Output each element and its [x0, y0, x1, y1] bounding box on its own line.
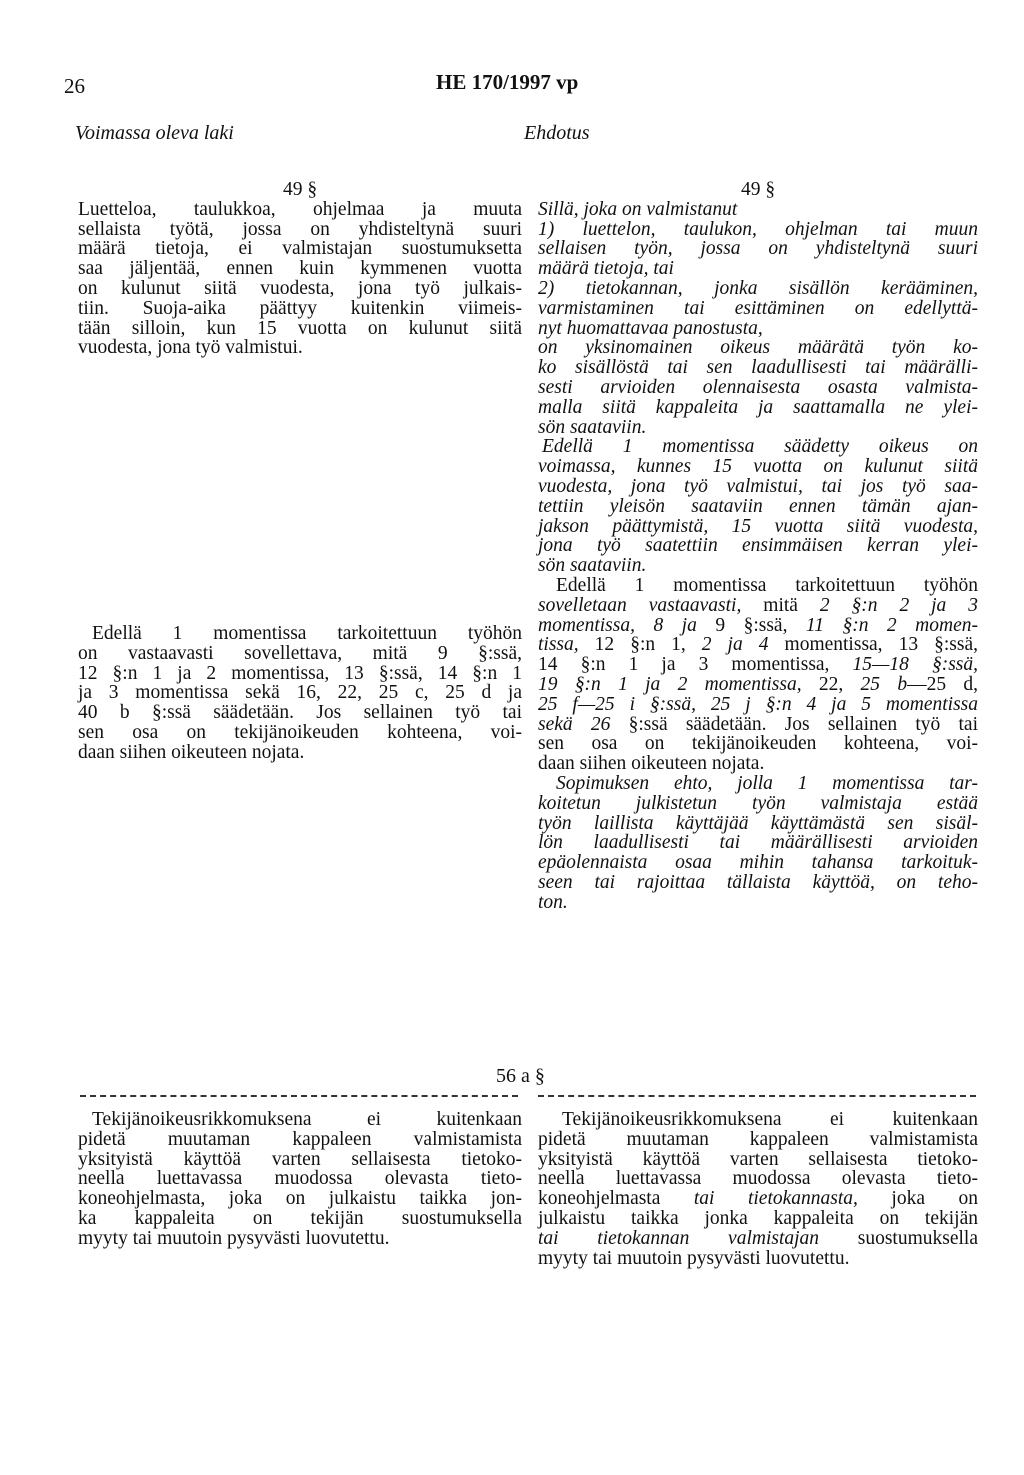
text-fragment: momentissa, 8 ja [538, 614, 697, 636]
text-line: vuodesta, jona työ valmistui. [78, 337, 303, 359]
text-line: daan siihen oikeuteen nojata. [78, 741, 305, 763]
text-line: epäolennaista osaa mihin tahansa tarkoituk- [538, 852, 978, 874]
text-line: Sopimuksen ehto, jolla 1 momentissa tar- [556, 772, 978, 794]
text-line [538, 715, 978, 735]
text-line: Tekijänoikeusrikkomuksena ei kuitenkaan [562, 1109, 978, 1130]
text-line: voimassa, kunnes 15 vuotta on kulunut siitä [538, 456, 978, 478]
text-fragment: momentissa, 13 §:ssä, [768, 634, 978, 656]
text-line: 25 f—25 i §:ssä, 25 j §:n 4 ja 5 momentissa [538, 693, 978, 715]
text-line: on vastaavasti sovellettava, mitä 9 §:ssä, [78, 642, 522, 664]
text-fragment: 11 §:n 2 momen- [805, 614, 978, 636]
text-fragment: tai tietokannan valmistajan [538, 1227, 820, 1249]
left-section-56a [78, 1110, 522, 1249]
section-heading: 49 § [282, 179, 318, 200]
text-line: tettiin yleisön saataviin ennen tämän ajan- [538, 495, 978, 517]
text-line: 12 §:n 1 ja 2 momentissa, 13 §:ssä, 14 §:n 1 [78, 662, 522, 684]
text-line [538, 616, 978, 636]
text-line: sellaisen työn, jossa on yhdisteltynä suuri [538, 238, 978, 260]
left-column-title: Voimassa oleva laki [75, 122, 234, 144]
text-line: nyt huomattavaa panostusta, [538, 317, 763, 339]
text-line [538, 1189, 978, 1209]
text-line: Luetteloa, taulukkoa, ohjelmaa ja muuta [78, 198, 522, 220]
text-line: Sillä, joka on valmistanut [538, 198, 738, 220]
text-line: sön saataviin. [538, 416, 647, 438]
text-fragment: 22, [801, 673, 861, 695]
text-fragment: 15—18 §:ssä, [852, 654, 978, 676]
text-line [538, 675, 978, 695]
text-line: saa jäljentää, ennen kuin kymmenen vuotta [78, 258, 522, 280]
text-fragment: sekä 26 [538, 713, 611, 735]
left-section-49 [78, 180, 522, 358]
text-line: tään silloin, kun 15 vuotta on kulunut siitä [78, 317, 522, 339]
section-56a-heading: 56 a § [496, 1065, 545, 1087]
text-line: on yksinomainen oikeus määrätä työn ko- [538, 337, 978, 359]
text-line: pidetä muutaman kappaleen valmistamista [78, 1128, 522, 1150]
text-fragment: tai tietokannasta, [660, 1188, 858, 1210]
text-fragment: tissa, [538, 634, 579, 656]
text-line: määrä tietoja, tai [538, 258, 674, 280]
section-heading: 49 § [740, 179, 776, 200]
text-line: ko sisällöstä tai sen laadullisesti tai määrälli- [538, 357, 978, 379]
text-fragment: 25 b [860, 673, 908, 695]
text-line: sen osa on tekijänoikeuden kohteena, voi- [538, 733, 978, 755]
text-line: neella luettavassa muodossa olevasta tieto- [78, 1168, 522, 1190]
text-fragment: mitä [741, 594, 820, 616]
text-line [538, 596, 978, 616]
text-fragment: suostumuksella [819, 1227, 978, 1249]
text-fragment: 19 §:n 1 ja 2 momentissa, [538, 673, 802, 695]
text-line: työn laillista käyttäjää käyttämästä sen sisäl- [538, 812, 978, 834]
omission-dashes-left [80, 1095, 518, 1097]
text-line: tiin. Suoja-aika päättyy kuitenkin viimeis- [78, 297, 522, 319]
right-column-title: Ehdotus [524, 122, 590, 144]
text-line: myyty tai muutoin pysyvästi luovutettu. [538, 1247, 850, 1269]
text-line: malla siitä kappaleita ja saattamalla ne ylei- [538, 396, 978, 418]
text-line: myyty tai muutoin pysyvästi luovutettu. [78, 1227, 390, 1249]
text-line: Edellä 1 momentissa tarkoitettuun työhön [556, 574, 978, 596]
text-line: määrä tietoja, ei valmistajan suostumuksetta [78, 238, 522, 260]
text-line: sellaista työtä, jossa on yhdisteltynä suuri [78, 218, 522, 240]
text-fragment: joka on [857, 1188, 978, 1210]
text-fragment: 2 §:n 2 ja 3 [819, 594, 978, 616]
text-line: sesti arvioiden olennaisesta osasta valmista- [538, 376, 978, 398]
text-fragment: 12 §:n 1, [578, 634, 702, 656]
text-fragment: sovelletaan vastaavasti, [538, 594, 742, 616]
text-line: on kulunut siitä vuodesta, jona työ julkais- [78, 277, 522, 299]
document-id: HE 170/1997 vp [436, 70, 579, 94]
text-line: vuodesta, jona työ valmistui, tai jos työ saa- [538, 475, 978, 497]
text-line: seen tai rajoittaa tällaista käyttöä, on teho- [538, 871, 978, 893]
text-line: julkaistu taikka jonka kappaleita on tekijän [538, 1207, 978, 1229]
text-line: neella luettavassa muodossa olevasta tieto- [538, 1168, 978, 1190]
text-line: sön saataviin. [538, 555, 647, 577]
text-line: ja 3 momentissa sekä 16, 22, 25 c, 25 d ja [78, 682, 522, 704]
text-fragment: §:ssä säädetään. Jos sellainen työ tai [610, 713, 978, 735]
text-line: jona työ saatettiin ensimmäisen kerran ylei- [538, 535, 978, 557]
text-line: lön laadullisesti tai määrällisesti arvioiden [538, 832, 978, 854]
left-paragraph-2 [78, 624, 522, 763]
text-fragment: koneohjelmasta [538, 1188, 661, 1210]
text-line: jakson päättymistä, 15 vuotta siitä vuodesta, [538, 515, 978, 537]
text-line: Edellä 1 momentissa säädetty oikeus on [542, 436, 978, 458]
right-section-49 [538, 180, 978, 912]
omission-dashes-right [538, 1095, 976, 1097]
right-section-56a [538, 1110, 978, 1268]
text-line: ka kappaleita on tekijän suostumuksella [78, 1207, 522, 1229]
text-line: 2) tietokannan, jonka sisällön kerääminen, [538, 277, 978, 299]
text-line [538, 655, 978, 675]
text-line [538, 1229, 978, 1249]
text-line: yksityistä käyttöä varten sellaisesta tietoko- [78, 1148, 522, 1170]
text-line: ton. [538, 891, 568, 913]
text-line: Edellä 1 momentissa tarkoitettuun työhön [92, 623, 522, 644]
text-fragment: 2 ja 4 [701, 634, 769, 656]
text-fragment: —25 d, [907, 673, 979, 695]
text-line: koitetun julkistetun työn valmistaja estää [538, 792, 978, 814]
text-line: koneohjelmasta, joka on julkaistu taikka jon- [78, 1188, 522, 1210]
text-line [538, 635, 978, 655]
text-line: 1) luettelon, taulukon, ohjelman tai muun [538, 218, 978, 240]
page-number: 26 [64, 74, 85, 98]
text-fragment: 9 §:ssä, [696, 614, 806, 636]
text-line: 40 b §:ssä säädetään. Jos sellainen työ tai [78, 702, 522, 724]
text-line: daan siihen oikeuteen nojata. [538, 753, 765, 775]
text-line: varmistaminen tai esittäminen on edellyttä- [538, 297, 978, 319]
text-fragment: 14 §:n 1 ja 3 momentissa, [538, 654, 853, 676]
text-line: Tekijänoikeusrikkomuksena ei kuitenkaan [92, 1109, 522, 1130]
text-line: yksityistä käyttöä varten sellaisesta tietoko- [538, 1148, 978, 1170]
text-line: sen osa on tekijänoikeuden kohteena, voi- [78, 721, 522, 743]
text-line: pidetä muutaman kappaleen valmistamista [538, 1128, 978, 1150]
